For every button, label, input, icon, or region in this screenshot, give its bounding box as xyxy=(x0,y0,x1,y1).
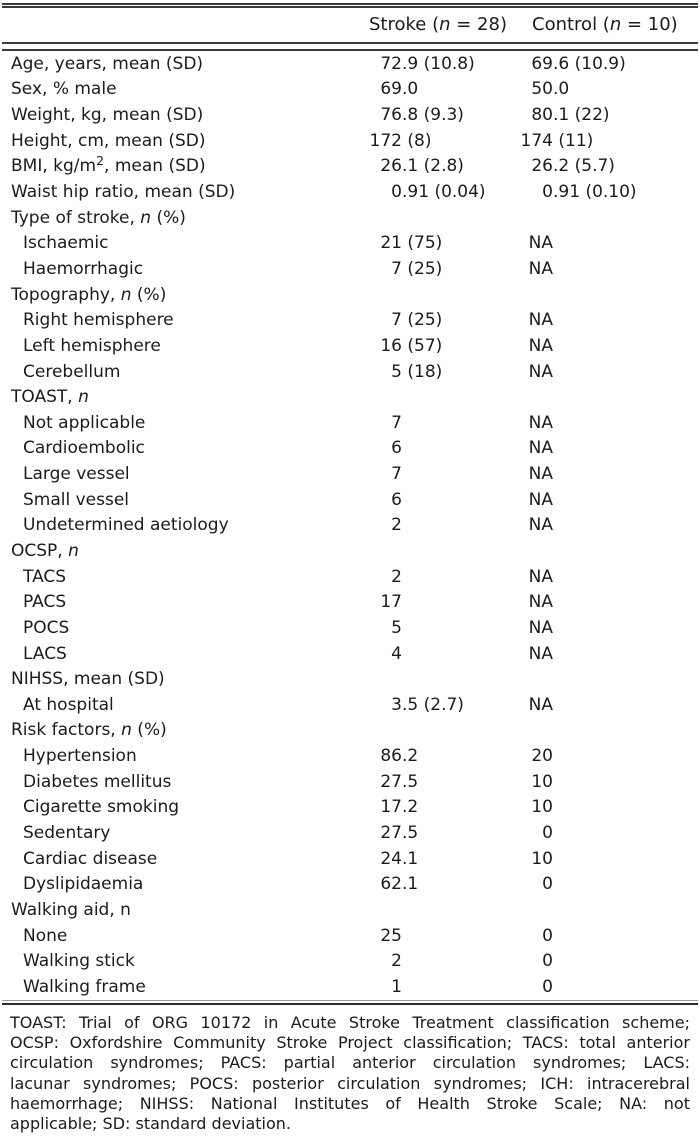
table-row xyxy=(0,359,700,385)
control-value: NA xyxy=(528,310,553,331)
table-row xyxy=(0,154,700,180)
footnote-line: haemorrhage; NIHSS: National Institutes of Health Stroke Scale; NA: not xyxy=(10,1093,690,1113)
stroke-value: 72 .9 (10.8) xyxy=(380,53,475,74)
control-value: NA xyxy=(528,438,553,459)
table-row xyxy=(0,538,700,564)
stroke-value: 26 .1 (2.8) xyxy=(380,156,464,177)
table-row xyxy=(0,230,700,256)
footnote-line: circulation syndromes; PACS: partial anterior circulation syndromes; LACS: xyxy=(10,1053,690,1073)
row-label: Left hemisphere xyxy=(23,335,161,356)
row-label: Cigarette smoking xyxy=(23,797,180,818)
control-value: NA xyxy=(528,694,553,715)
row-label: Waist hip ratio, mean (SD) xyxy=(11,182,236,203)
stroke-value: 6 xyxy=(391,438,402,459)
row-label: Weight, kg, mean (SD) xyxy=(11,105,204,126)
stroke-value: 2 xyxy=(391,515,402,536)
control-value: NA xyxy=(528,643,553,664)
stroke-column-header: Stroke (n = 28) xyxy=(369,14,507,35)
row-label: Small vessel xyxy=(23,489,130,510)
row-label: At hospital xyxy=(23,694,114,715)
control-value: NA xyxy=(528,412,553,433)
footnote xyxy=(0,1005,700,1135)
table-row xyxy=(0,718,700,744)
row-label: Walking stick xyxy=(23,951,135,972)
row-label: Cerebellum xyxy=(23,361,121,382)
footnote-line: TOAST: Trial of ORG 10172 in Acute Stroke Treatment classification scheme; xyxy=(10,1012,690,1032)
table-row xyxy=(0,384,700,410)
row-label: Cardioembolic xyxy=(23,438,145,459)
table-row xyxy=(0,333,700,359)
control-value: NA xyxy=(528,592,553,613)
row-label: Cardiac disease xyxy=(23,848,158,869)
control-value: 50 .0 xyxy=(531,79,570,100)
control-value: NA xyxy=(528,233,553,254)
footnote-line: OCSP: Oxfordshire Community Stroke Project classification; TACS: total anterior xyxy=(10,1033,690,1052)
row-label: Walking frame xyxy=(23,976,146,997)
stroke-value: 2 xyxy=(391,566,402,587)
control-value: NA xyxy=(528,258,553,279)
table-row xyxy=(0,282,700,308)
table-row xyxy=(0,102,700,128)
stroke-value: 17 xyxy=(380,592,402,613)
control-value: 69 .6 (10.9) xyxy=(531,53,626,74)
control-value: 0 xyxy=(542,976,553,997)
control-value: 10 xyxy=(531,771,553,792)
table-row xyxy=(0,974,700,1000)
stroke-value: 5 (18) xyxy=(391,361,443,382)
row-label: Walking aid, n xyxy=(11,899,131,920)
row-label: NIHSS, mean (SD) xyxy=(11,669,165,690)
control-value: NA xyxy=(528,361,553,382)
control-value: 26 .2 (5.7) xyxy=(531,156,615,177)
row-label: Hypertension xyxy=(23,746,137,767)
table-row xyxy=(0,513,700,539)
control-value: 174 (11) xyxy=(520,130,594,151)
control-value: NA xyxy=(528,617,553,638)
row-label: Large vessel xyxy=(23,464,130,485)
stroke-value: 0 .91 (0.04) xyxy=(391,182,486,203)
stroke-value: 21 (75) xyxy=(380,233,443,254)
table-row xyxy=(0,564,700,590)
table-header-row xyxy=(0,8,700,42)
stroke-value: 86 .2 xyxy=(380,746,419,767)
control-value: NA xyxy=(528,515,553,536)
row-label: Ischaemic xyxy=(23,233,109,254)
stroke-value: 3 .5 (2.7) xyxy=(391,694,464,715)
stroke-value: 4 xyxy=(391,643,402,664)
table-row xyxy=(0,820,700,846)
footnote-line: applicable; SD: standard deviation. xyxy=(10,1114,291,1134)
table-row xyxy=(0,872,700,898)
row-label: PACS xyxy=(23,592,67,613)
control-value: 10 xyxy=(531,848,553,869)
control-value: 0 xyxy=(542,951,553,972)
table-row xyxy=(0,769,700,795)
table-row xyxy=(0,205,700,231)
table-row xyxy=(0,410,700,436)
stroke-value: 62 .1 xyxy=(380,874,419,895)
stroke-value: 1 xyxy=(391,976,402,997)
row-label: OCSP, n xyxy=(11,540,79,561)
table-row xyxy=(0,897,700,923)
stroke-value: 7 xyxy=(391,464,402,485)
row-label: Age, years, mean (SD) xyxy=(11,53,204,74)
row-label: Type of stroke, n (%) xyxy=(11,207,186,228)
table-row xyxy=(0,307,700,333)
stroke-value: 25 xyxy=(380,925,402,946)
table-body xyxy=(0,51,700,1000)
stroke-value: 27 .5 xyxy=(380,823,419,844)
control-value: NA xyxy=(528,566,553,587)
stroke-value: 172 (8) xyxy=(369,130,432,151)
row-label: Topography, n (%) xyxy=(11,284,167,305)
row-label: Diabetes mellitus xyxy=(23,771,172,792)
row-label: POCS xyxy=(23,617,70,638)
control-column-header: Control (n = 10) xyxy=(532,14,678,35)
stroke-value: 7 (25) xyxy=(391,310,443,331)
row-label: Sex, % male xyxy=(11,79,117,100)
stroke-value: 6 xyxy=(391,489,402,510)
table-row xyxy=(0,179,700,205)
control-value: NA xyxy=(528,335,553,356)
footnote-line: lacunar syndromes; POCS: posterior circulation syndromes; ICH: intracerebral xyxy=(10,1073,690,1093)
stroke-value: 5 xyxy=(391,617,402,638)
table-row xyxy=(0,846,700,872)
control-value: 20 xyxy=(531,746,553,767)
row-label: Undetermined aetiology xyxy=(23,515,229,536)
row-label: LACS xyxy=(23,643,67,664)
control-value: 0 .91 (0.10) xyxy=(542,182,637,203)
row-label: Right hemisphere xyxy=(23,310,174,331)
table-row xyxy=(0,692,700,718)
control-value: 0 xyxy=(542,925,553,946)
stroke-value: 76 .8 (9.3) xyxy=(380,105,464,126)
table-row xyxy=(0,948,700,974)
table-row xyxy=(0,795,700,821)
row-label: None xyxy=(23,925,68,946)
control-value: 80 .1 (22) xyxy=(531,105,610,126)
control-value: 10 xyxy=(531,797,553,818)
control-value: NA xyxy=(528,464,553,485)
table-row xyxy=(0,256,700,282)
table-row xyxy=(0,436,700,462)
table-row xyxy=(0,487,700,513)
row-label: Height, cm, mean (SD) xyxy=(11,130,206,151)
stroke-value: 17 .2 xyxy=(380,797,419,818)
stroke-value: 7 (25) xyxy=(391,258,443,279)
table-row xyxy=(0,615,700,641)
row-label: BMI, $kg/m^2$, mean (SD) xyxy=(11,156,206,177)
row-label: Not applicable xyxy=(23,412,146,433)
table-row xyxy=(0,666,700,692)
table-row xyxy=(0,51,700,77)
stroke-value: 24 .1 xyxy=(380,848,419,869)
table-row xyxy=(0,641,700,667)
stroke-value: 7 xyxy=(391,412,402,433)
row-label: Risk factors, n (%) xyxy=(11,720,167,741)
row-label: TOAST, n xyxy=(11,387,89,408)
table-row xyxy=(0,589,700,615)
stroke-value: 27 .5 xyxy=(380,771,419,792)
table-row xyxy=(0,128,700,154)
control-value: 0 xyxy=(542,823,553,844)
stroke-value: 69 .0 xyxy=(380,79,419,100)
row-label: Sedentary xyxy=(23,823,111,844)
control-value: NA xyxy=(528,489,553,510)
header-underline-rule xyxy=(2,42,698,51)
stroke-value: 2 xyxy=(391,951,402,972)
row-label: TACS xyxy=(23,566,67,587)
control-value: 0 xyxy=(542,874,553,895)
table-row xyxy=(0,923,700,949)
table-row xyxy=(0,743,700,769)
stroke-value: 16 (57) xyxy=(380,335,443,356)
table-row xyxy=(0,77,700,103)
row-label: Haemorrhagic xyxy=(23,258,144,279)
row-label: Dyslipidaemia xyxy=(23,874,144,895)
table-row xyxy=(0,461,700,487)
